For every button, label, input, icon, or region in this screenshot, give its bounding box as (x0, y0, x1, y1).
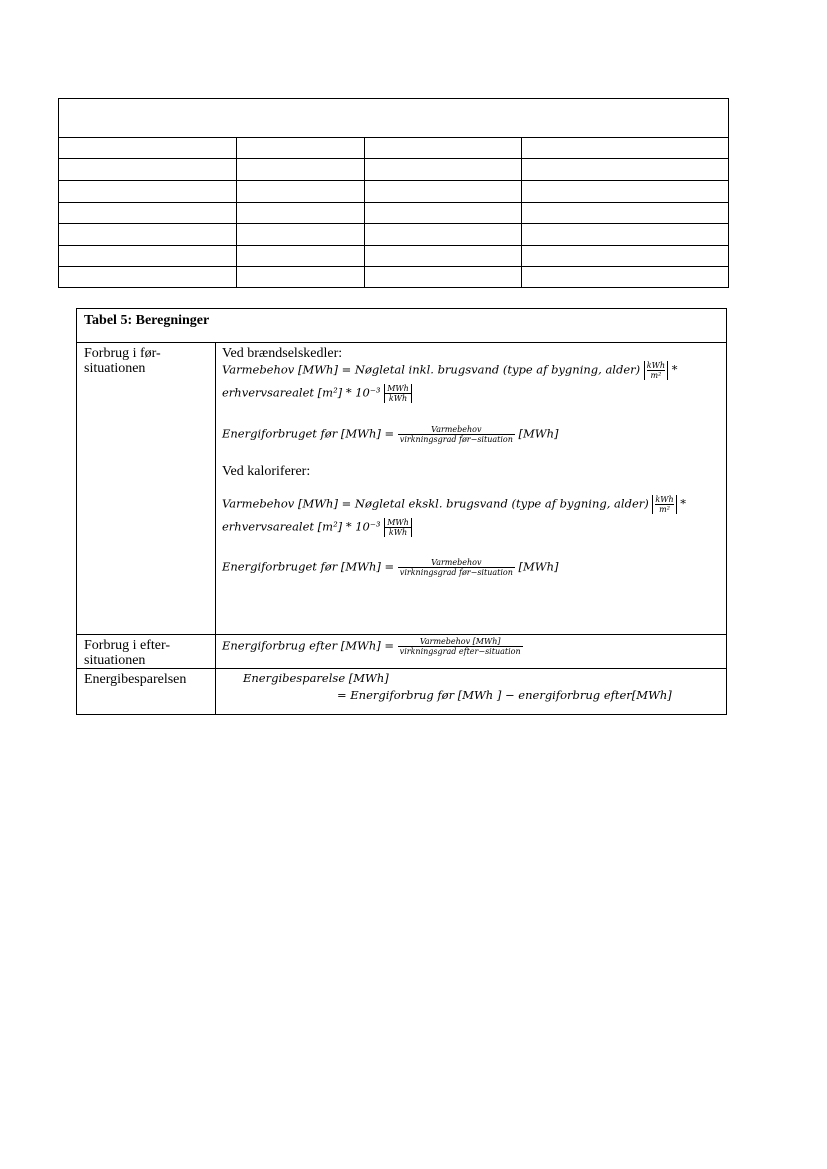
section-title-boilers: Ved brændselskedler: (222, 346, 343, 361)
section-title-heaters: Ved kaloriferer: (222, 464, 311, 479)
equation-energy-after: Energiforbrug efter [MWh] = $\frac{\text{Varmebehov [MWh]}}{\text{virkningsgrad efter−situation}}$ (222, 637, 521, 657)
equation-area-excl: erhvervsarealet [m²] * 10⁻³ $\frac{\text{MWh}}{\text{kWh}}$ (222, 518, 412, 537)
row-label-before: Forbrug i før-situationen (84, 346, 161, 376)
equation-heat-demand-incl: Varmebehov [MWh] = Nøgletal inkl. brugsvand (type af bygning, alder) kWh m² * (222, 361, 678, 381)
equation-area-incl: erhvervsarealet [m²] * 10⁻³ $\frac{\text{MWh}}{\text{kWh}}$ (222, 384, 412, 403)
equation-savings-line2: = Energiforbrug før [MWh ] − energiforbrug efter[MWh] (337, 688, 672, 702)
equation-heat-demand-excl: Varmebehov [MWh] = Nøgletal ekskl. brugsvand (type af bygning, alder) kWh m² * (222, 495, 687, 515)
equation-energy-before-2: Energiforbruget før [MWh] = $\frac{\text{Varmebehov}}{\text{virkningsgrad før−situation}}$ [MWh] (222, 558, 559, 578)
table-title: Tabel 5: Beregninger (84, 313, 210, 328)
equation-savings-line1: Energibesparelse [MWh] (243, 671, 389, 685)
row-label-savings: Energibesparelsen (84, 672, 187, 687)
equation-energy-before-1: Energiforbruget før [MWh] = $\frac{\text{Varmebehov}}{\text{virkningsgrad før−situation}}$ [MWh] (222, 425, 559, 445)
row-label-after: Forbrug i efter-situationen (84, 638, 171, 668)
